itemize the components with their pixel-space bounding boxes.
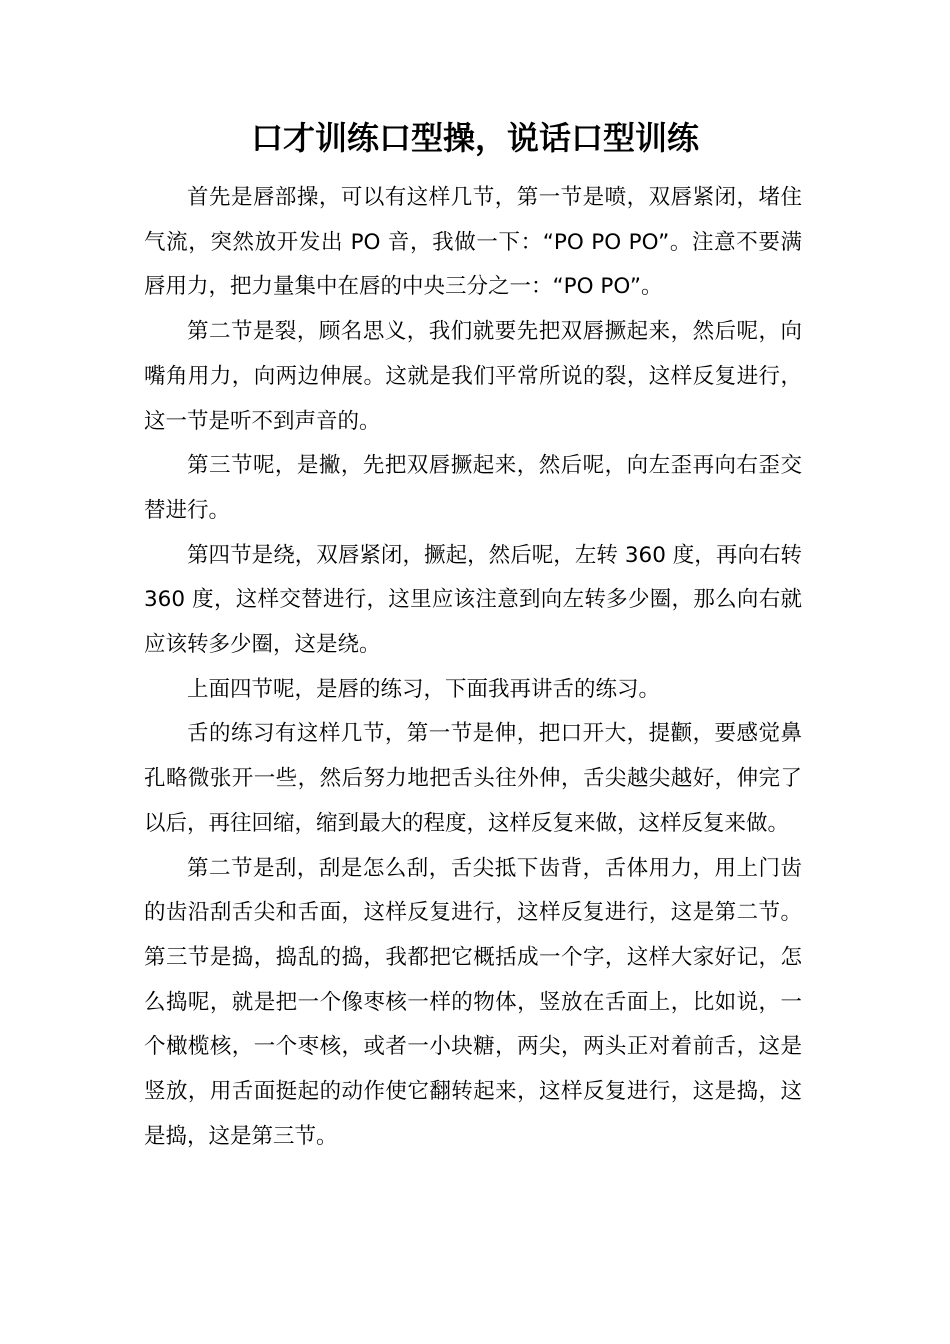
paragraph-1: 首先是唇部操，可以有这样几节，第一节是喷，双唇紧闭，堵住气流，突然放开发出 PO 音，我做一下：“PO PO PO”。注意不要满唇用力，把力量集中在唇的中央三分之一：“PO PO”。 [144,185,802,300]
paragraph-2: 第二节是裂，顾名思义，我们就要先把双唇撅起来，然后呢，向嘴角用力，向两边伸展。这就是我们平常所说的裂，这样反复进行，这一节是听不到声音的。 [144,319,802,434]
document-title: 口才训练口型操，说话口型训练 [250,119,699,157]
paragraph-3: 第三节呢，是撇，先把双唇撅起来，然后呢，向左歪再向右歪交替进行。 [144,453,802,523]
paragraph-5: 上面四节呢，是唇的练习，下面我再讲舌的练习。 [187,676,661,702]
paragraph-6: 舌的练习有这样几节，第一节是伸，把口开大，提颧，要感觉鼻孔略微张开一些，然后努力地把舌头往外伸，舌尖越尖越好，伸完了以后，再往回缩，缩到最大的程度，这样反复来做，这样反复来做。 [144,721,802,836]
document-body [144,176,802,1159]
paragraph-7: 第二节是刮，刮是怎么刮，舌尖抵下齿背，舌体用力，用上门齿的齿沿刮舌尖和舌面，这样反复进行，这样反复进行，这是第二节。第三节是捣，捣乱的捣，我都把它概括成一个字，这样大家好记，怎么捣呢，就是把一个像枣核一样的物体，竖放在舌面上，比如说，一个橄榄核，一个枣核，或者一小块糖，两尖，两头正对着前舌，这是竖放，用舌面挺起的动作使它翻转起来，这样反复进行，这是捣，这是捣，这是第三节。 [144,855,802,1149]
paragraph-4: 第四节是绕，双唇紧闭，撅起，然后呢，左转 360 度，再向右转 360 度，这样交替进行，这里应该注意到向左转多少圈，那么向右就应该转多少圈，这是绕。 [144,542,802,658]
